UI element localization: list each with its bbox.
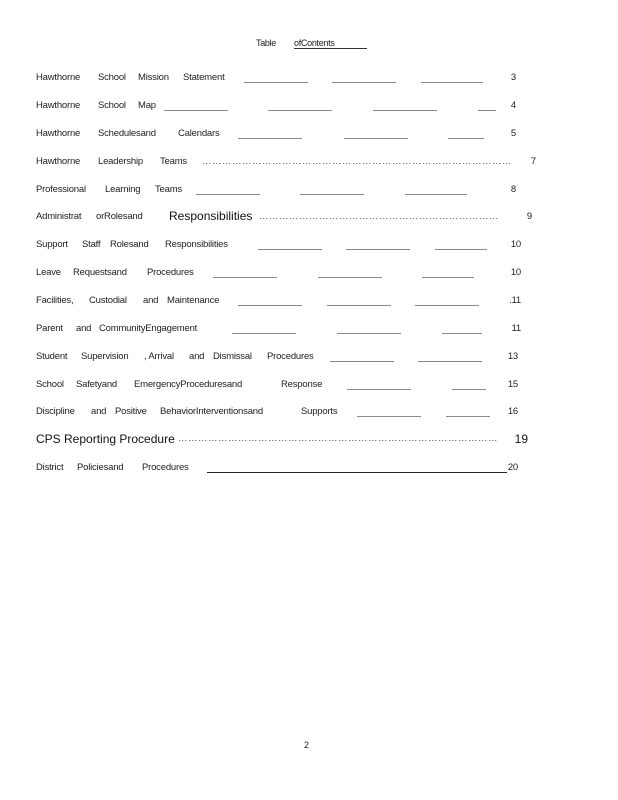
toc-entry	[36, 351, 534, 365]
leader-rule	[238, 138, 302, 139]
leader-rule	[327, 305, 391, 306]
toc-entry-text: Safetyand	[76, 379, 117, 390]
toc-entry-text: Hawthorne	[36, 72, 81, 83]
leader-rule	[415, 305, 479, 306]
toc-entry-text: Administrat	[36, 211, 82, 222]
leader-dots: ……………………………………………………………………………………	[178, 433, 498, 444]
leader-rule	[446, 416, 490, 417]
leader-rule	[238, 305, 302, 306]
leader-rule	[418, 361, 482, 362]
toc-entry-text: Schedulesand	[98, 128, 156, 139]
leader-rule	[448, 138, 484, 139]
toc-entry-text: School	[36, 379, 64, 390]
toc-entry-text: Procedures	[142, 462, 189, 473]
toc-entry-text: School	[98, 72, 126, 83]
toc-entry-text: BehaviorInterventionsand	[160, 406, 263, 417]
toc-entry-text: CommunityEngagement	[99, 323, 198, 334]
toc-entry	[36, 462, 534, 476]
toc-title	[256, 38, 367, 49]
toc-entry-text: Requestsand	[73, 267, 127, 278]
toc-entry-text: Mission	[138, 72, 169, 83]
toc-entry-text: and	[189, 351, 205, 362]
leader-rule	[452, 389, 486, 390]
toc-entry-text: Leave	[36, 267, 61, 278]
leader-rule	[268, 110, 332, 111]
leader-rule	[300, 194, 364, 195]
leader-rule	[422, 277, 474, 278]
toc-entry-text: Leadership	[98, 156, 144, 167]
leader-dots: …………………………………………………………………………………	[202, 156, 512, 167]
toc-entry	[36, 406, 534, 420]
toc-entry	[36, 210, 534, 224]
toc-entry-text: Professional	[36, 184, 86, 195]
toc-entry-text: and	[76, 323, 92, 334]
toc-entry	[36, 100, 534, 114]
toc-page-number: 8	[510, 184, 516, 195]
toc-entry-text: Rolesand	[110, 239, 149, 250]
toc-entry-text: Policiesand	[77, 462, 124, 473]
toc-entry-text: Staff	[82, 239, 101, 250]
toc-entry	[36, 72, 534, 86]
toc-entry	[36, 239, 534, 253]
toc-page-number: 10	[510, 267, 521, 278]
toc-page-number: 10	[510, 239, 521, 250]
leader-rule	[346, 249, 410, 250]
toc-entry	[36, 295, 534, 309]
toc-entry	[36, 267, 534, 281]
leader-rule	[347, 389, 411, 390]
toc-entry-text: Responsibilities	[165, 239, 228, 250]
toc-entry-text: Discipline	[36, 406, 75, 417]
leader-rule	[357, 416, 421, 417]
toc-entry-text: , Arrival	[144, 351, 174, 362]
toc-entry-text: Supervision	[81, 351, 129, 362]
toc-page-number: .11	[509, 295, 521, 306]
leader-rule	[244, 82, 308, 83]
leader-rule	[164, 110, 228, 111]
toc-entry	[36, 323, 534, 337]
leader-rule	[207, 472, 507, 473]
leader-rule	[442, 333, 482, 334]
leader-rule	[421, 82, 483, 83]
leader-rule	[405, 194, 467, 195]
toc-page-number: 3	[510, 72, 516, 83]
toc-entry-text: Student	[36, 351, 68, 362]
toc-entry-text: Positive	[115, 406, 147, 417]
toc-title-word2: ofContents	[294, 38, 367, 49]
toc-entry	[36, 432, 534, 446]
toc-page-number: 11	[511, 323, 521, 334]
toc-entry-text: Support	[36, 239, 68, 250]
leader-rule	[318, 277, 382, 278]
toc-page-number: 4	[510, 100, 516, 111]
toc-page-number: 9	[526, 211, 532, 222]
toc-entry-text: Parent	[36, 323, 63, 334]
toc-page-number: 20	[507, 462, 518, 473]
leader-rule	[332, 82, 396, 83]
toc-entry-text: Map	[138, 100, 156, 111]
toc-entry-text: School	[98, 100, 126, 111]
toc-entry-text: EmergencyProceduresand	[134, 379, 243, 390]
toc-entry-text: Procedures	[267, 351, 314, 362]
leader-rule	[344, 138, 408, 139]
toc-page-number: 5	[510, 128, 516, 139]
toc-entry-text: Procedures	[147, 267, 194, 278]
leader-dots: ………………………………………………………………	[259, 211, 499, 222]
toc-entry-text: CPS Reporting Procedure	[36, 432, 175, 446]
toc-entry-text: Response	[281, 379, 323, 390]
leader-rule	[435, 249, 487, 250]
toc-entry-text: Custodial	[89, 295, 127, 306]
toc-entry-text: Calendars	[178, 128, 220, 139]
leader-rule	[373, 110, 437, 111]
toc-entry-text: Hawthorne	[36, 156, 81, 167]
toc-entry-text: orRolesand	[96, 211, 143, 222]
leader-rule	[258, 249, 322, 250]
toc-page-number: 13	[507, 351, 518, 362]
toc-entry	[36, 379, 534, 393]
leader-rule	[330, 361, 394, 362]
toc-page-number: 16	[507, 406, 518, 417]
toc-entry-text: Learning	[105, 184, 141, 195]
toc-title-word1: Table	[256, 38, 277, 48]
leader-rule	[196, 194, 260, 195]
toc-entry-text: Teams	[155, 184, 182, 195]
toc-entry-text: Statement	[183, 72, 225, 83]
toc-entry-text: Supports	[301, 406, 338, 417]
toc-page-number: 15	[507, 379, 518, 390]
toc-entry-text: and	[143, 295, 159, 306]
leader-rule	[232, 333, 296, 334]
toc-entry-text: Teams	[160, 156, 187, 167]
toc-entry	[36, 184, 534, 198]
toc-entry-text: Hawthorne	[36, 100, 81, 111]
leader-rule	[213, 277, 277, 278]
toc-entry	[36, 128, 534, 142]
toc-page-number: 19	[514, 432, 528, 446]
page-number: 2	[304, 740, 310, 750]
toc-entry-text: Responsibilities	[169, 209, 253, 223]
toc-entry	[36, 156, 534, 170]
toc-entry-text: District	[36, 462, 64, 473]
toc-entry-text: Maintenance	[167, 295, 220, 306]
leader-rule	[337, 333, 401, 334]
toc-entry-text: Facilities,	[36, 295, 74, 306]
toc-entry-text: and	[91, 406, 107, 417]
toc-entry-text: Dismissal	[213, 351, 252, 362]
toc-entry-text: Hawthorne	[36, 128, 81, 139]
toc-page-number: 7	[530, 156, 536, 167]
